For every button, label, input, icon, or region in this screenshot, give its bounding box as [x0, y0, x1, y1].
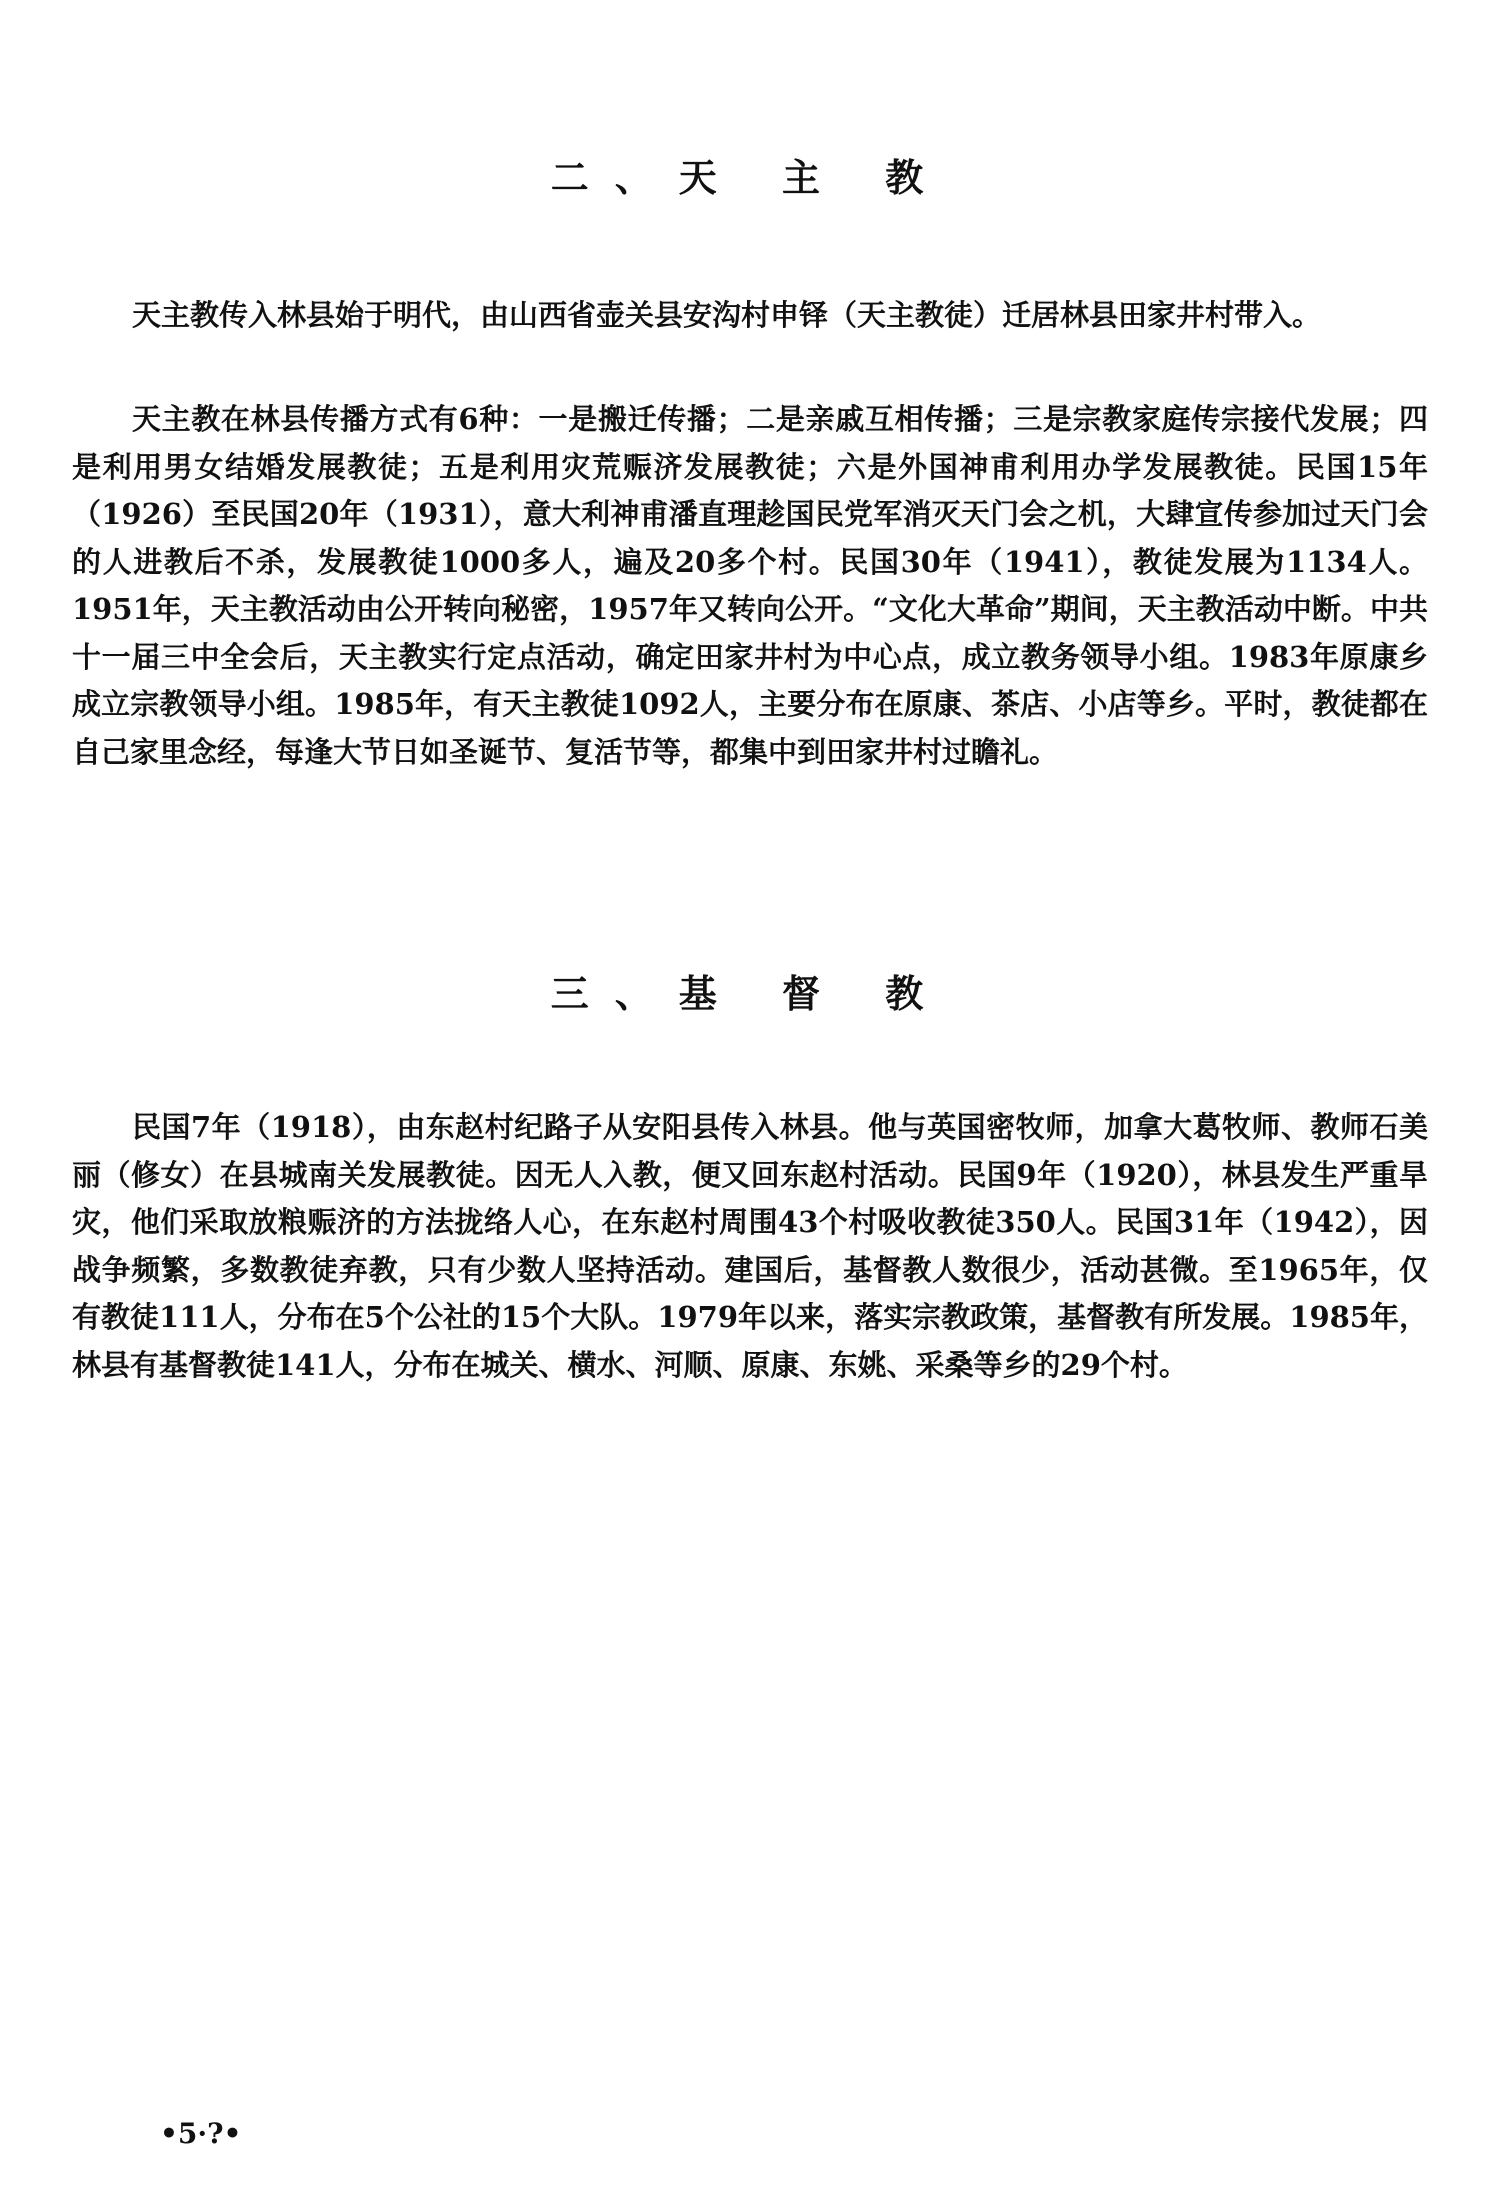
paragraph-protestantism-history: 民国7年（1918），由东赵村纪路子从安阳县传入林县。他与英国密牧师，加拿大葛牧师、教师石美丽（修女）在县城南关发展教徒。因无人入教，便又回东赵村活动。民国9年（1920），林县发生严重旱灾，他们采取放粮赈济的方法拢络人心，在东赵村周围43个村吸收教徒350人。民国31年（1942），因战争频繁，多数教徒弃教，只有少数人坚持活动。建国后，基督教人数很少，活动甚微。至1965年，仅有教徒111人，分布在5个公社的15个大队。1979年以来，落实宗教政策，基督教有所发展。1985年，林县有基督教徒141人，分布在城关、横水、河顺、原康、东姚、采桑等乡的29个村。 [72, 1110, 1428, 1382]
paragraph-catholicism-origin: 天主教传入林县始于明代，由山西省壶关县安沟村申铎（天主教徒）迁居林县田家井村带入。 [132, 298, 1322, 332]
page-number: •5·?• [160, 2117, 242, 2150]
section-title-catholicism: 二、天 主 教 [550, 156, 950, 200]
section-title-protestantism: 三、基 督 教 [550, 972, 950, 1016]
paragraph-catholicism-spread: 天主教在林县传播方式有6种：一是搬迁传播；二是亲戚互相传播；三是宗教家庭传宗接代发展；四是利用男女结婚发展教徒；五是利用灾荒赈济发展教徒；六是外国神甫利用办学发展教徒。民国15年（1926）至民国20年（1931），意大利神甫潘直理趁国民党军消灭天门会之机，大肆宣传参加过天门会的人进教后不杀，发展教徒1000多人，遍及20多个村。民国30年（1941），教徒发展为1134人。1951年，天主教活动由公开转向秘密，1957年又转向公开。“文化大革命”期间，天主教活动中断。中共十一届三中全会后，天主教实行定点活动，确定田家井村为中心点，成立教务领导小组。1983年原康乡成立宗教领导小组。1985年，有天主教徒1092人，主要分布在原康、茶店、小店等乡。平时，教徒都在自己家里念经，每逢大节日如圣诞节、复活节等，都集中到田家井村过瞻礼。 [72, 402, 1428, 769]
